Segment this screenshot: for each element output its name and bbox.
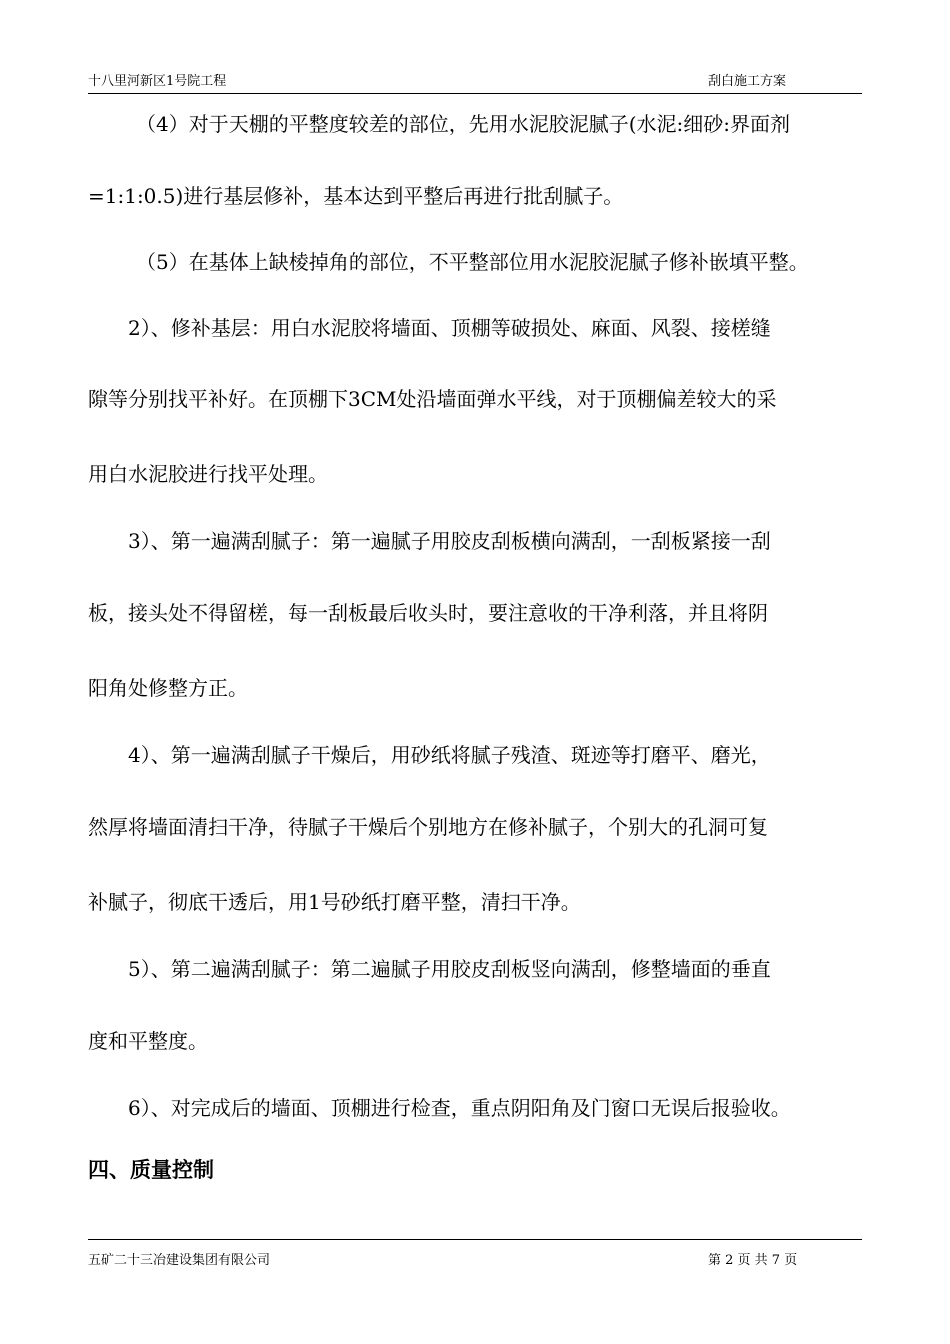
paragraph-line: 补腻子，彻底干透后，用1号砂纸打磨平整，清扫干净。 (88, 890, 581, 914)
paragraph-line: （4）对于天棚的平整度较差的部位，先用水泥胶泥腻子(水泥:细砂:界面剂 (136, 112, 791, 136)
paragraph-line: 度和平整度。 (88, 1029, 208, 1053)
section-heading: 四、质量控制 (88, 1158, 214, 1182)
header-project-name: 十八里河新区1号院工程 (88, 74, 227, 89)
paragraph-line: 4）、第一遍满刮腻子干燥后，用砂纸将腻子残渣、斑迹等打磨平、磨光， (128, 743, 771, 767)
header-document-title: 刮白施工方案 (708, 74, 787, 89)
header-divider (88, 93, 862, 94)
paragraph-line: =1:1:0.5)进行基层修补，基本达到平整后再进行批刮腻子。 (88, 184, 624, 208)
footer-company-name: 五矿二十三冶建设集团有限公司 (88, 1253, 271, 1268)
paragraph-line: 然厚将墙面清扫干净，待腻子干燥后个别地方在修补腻子，个别大的孔洞可复 (88, 815, 768, 839)
paragraph-line: （5）在基体上缺棱掉角的部位，不平整部位用水泥胶泥腻子修补嵌填平整。 (136, 250, 809, 274)
paragraph-line: 阳角处修整方正。 (88, 676, 248, 700)
paragraph-line: 2）、修补基层：用白水泥胶将墙面、顶棚等破损处、麻面、风裂、接槎缝 (128, 316, 771, 340)
paragraph-line: 5）、第二遍满刮腻子：第二遍腻子用胶皮刮板竖向满刮，修整墙面的垂直 (128, 957, 771, 981)
paragraph-line: 6）、对完成后的墙面、顶棚进行检查，重点阴阳角及门窗口无误后报验收。 (128, 1096, 791, 1120)
paragraph-line: 隙等分别找平补好。在顶棚下3CM处沿墙面弹水平线，对于顶棚偏差较大的采 (88, 387, 777, 411)
paragraph-line: 用白水泥胶进行找平处理。 (88, 462, 328, 486)
footer-page-number: 第 2 页 共 7 页 (708, 1253, 798, 1268)
footer-divider (88, 1239, 862, 1240)
paragraph-line: 3）、第一遍满刮腻子：第一遍腻子用胶皮刮板横向满刮，一刮板紧接一刮 (128, 529, 771, 553)
paragraph-line: 板，接头处不得留槎，每一刮板最后收头时，要注意收的干净利落，并且将阴 (88, 601, 768, 625)
